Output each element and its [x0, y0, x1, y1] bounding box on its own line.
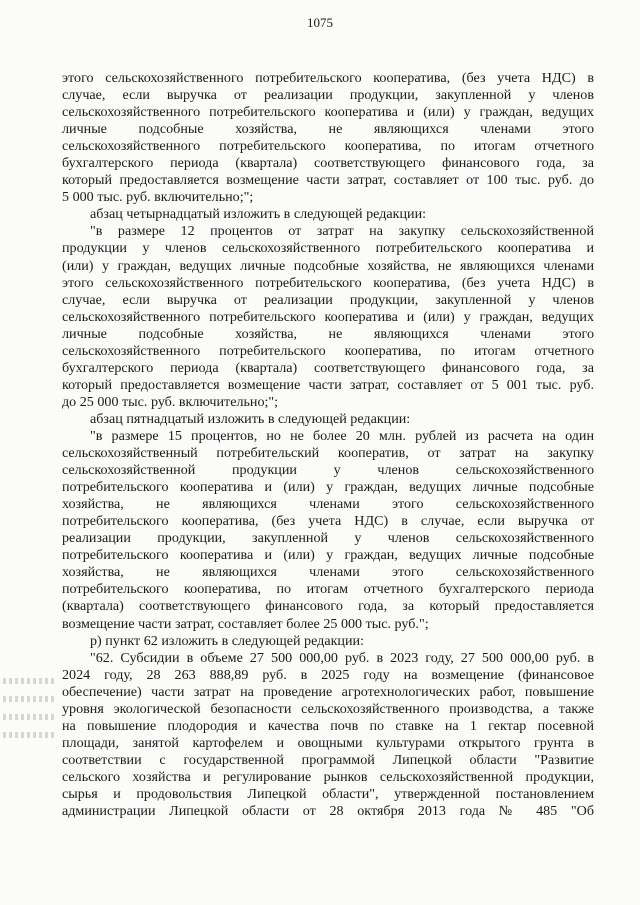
text-line: бухгалтерского периода (квартала) соответствующего финансового года, за: [62, 359, 594, 376]
text-line: администрации Липецкой области от 28 октября 2013 года № 485 "Об: [62, 803, 594, 820]
text-line: сельскохозяйственного потребительского кооператива, по итогам отчетного: [62, 138, 594, 155]
text-line: до 25 000 тыс. руб. включительно;";: [62, 393, 279, 410]
text-line: уровня экологической безопасности сельскохозяйственного производства, а также: [62, 700, 594, 717]
text-line: потребительского кооператива, по итогам отчетного бухгалтерского периода: [62, 581, 594, 598]
document-body: [62, 70, 594, 820]
text-line: сельскохозяйственного потребительского кооператива и (или) у граждан, ведущих: [62, 308, 594, 325]
text-line: "в размере 15 процентов, но не более 20 млн. рублей из расчета на один: [90, 427, 594, 444]
text-line: абзац четырнадцатый изложить в следующей редакции:: [90, 206, 427, 223]
text-line: "62. Субсидии в объеме 27 500 000,00 руб. в 2023 году, 27 500 000,00 руб. в: [90, 649, 594, 666]
text-line: потребительского кооператива, (без учета НДС) в случае, если выручка от: [62, 513, 594, 530]
text-line: потребительского кооператива и (или) у граждан, ведущих личные подсобные: [62, 479, 594, 496]
margin-stamp-artifact: [3, 678, 57, 750]
text-line: личные подсобные хозяйства, не являющихся членами этого: [62, 325, 594, 342]
text-line: этого сельскохозяйственного потребительского кооператива, (без учета НДС) в: [62, 274, 594, 291]
text-line: случае, если выручка от реализации продукции, закупленной у членов: [62, 291, 594, 308]
text-line: хозяйства, не являющихся членами этого сельскохозяйственного: [62, 564, 594, 581]
text-line: сельскохозяйственного потребительского кооператива и (или) у граждан, ведущих: [62, 104, 594, 121]
text-line: сельского хозяйства и регулирование рынков сельскохозяйственной продукции,: [62, 768, 594, 785]
text-line: абзац пятнадцатый изложить в следующей редакции:: [90, 410, 411, 427]
text-line: (или) у граждан, ведущих личные подсобные хозяйства, не являющихся членами: [62, 257, 594, 274]
text-line: потребительского кооператива и (или) у граждан, ведущих личные подсобные: [62, 547, 594, 564]
text-line: на повышение плодородия и качества почв по ставке на 1 гектар посевной: [62, 717, 594, 734]
text-line: который предоставляется возмещение части затрат, составляет от 5 001 тыс. руб.: [62, 376, 594, 393]
text-line: "в размере 12 процентов от затрат на закупку сельскохозяйственной: [90, 223, 594, 240]
page-number: 1075: [307, 15, 333, 30]
text-line: сельскохозяйственный потребительский кооператив, от затрат на закупку: [62, 445, 594, 462]
text-line: случае, если выручка от реализации продукции, закупленной у членов: [62, 87, 594, 104]
text-line: возмещение части затрат, составляет более 25 000 тыс. руб.";: [62, 615, 429, 632]
text-line: 2024 году, 28 263 888,89 руб. в 2025 году на возмещение (финансовое: [62, 666, 594, 683]
text-line: р) пункт 62 изложить в следующей редакции:: [90, 632, 364, 649]
text-line: бухгалтерского периода (квартала) соответствующего финансового года, за: [62, 155, 594, 172]
text-line: обеспечение) части затрат на проведение агротехнологических работ, повышение: [62, 683, 594, 700]
text-line: сырья и продовольствия Липецкой области", утвержденной постановлением: [62, 785, 594, 802]
text-line: реализации продукции, закупленной у членов сельскохозяйственного: [62, 530, 594, 547]
text-line: личные подсобные хозяйства, не являющихся членами этого: [62, 121, 594, 138]
text-line: сельскохозяйственной продукции у членов сельскохозяйственного: [62, 462, 594, 479]
text-line: площади, занятой картофелем и овощными культурами открытого грунта в: [62, 734, 594, 751]
text-line: который предоставляется возмещение части затрат, составляет от 100 тыс. руб. до: [62, 172, 594, 189]
text-line: этого сельскохозяйственного потребительского кооператива, (без учета НДС) в: [62, 70, 594, 86]
text-line: сельскохозяйственного потребительского кооператива, по итогам отчетного: [62, 342, 594, 359]
text-line: хозяйства, не являющихся членами этого сельскохозяйственного: [62, 496, 594, 513]
text-line: соответствии с государственной программой Липецкой области "Развитие: [62, 751, 594, 768]
text-line: (квартала) соответствующего финансового года, за который предоставляется: [62, 598, 594, 615]
text-line: продукции у членов сельскохозяйственного потребительского кооператива и: [62, 240, 594, 257]
text-line: 5 000 тыс. руб. включительно;";: [62, 189, 254, 206]
